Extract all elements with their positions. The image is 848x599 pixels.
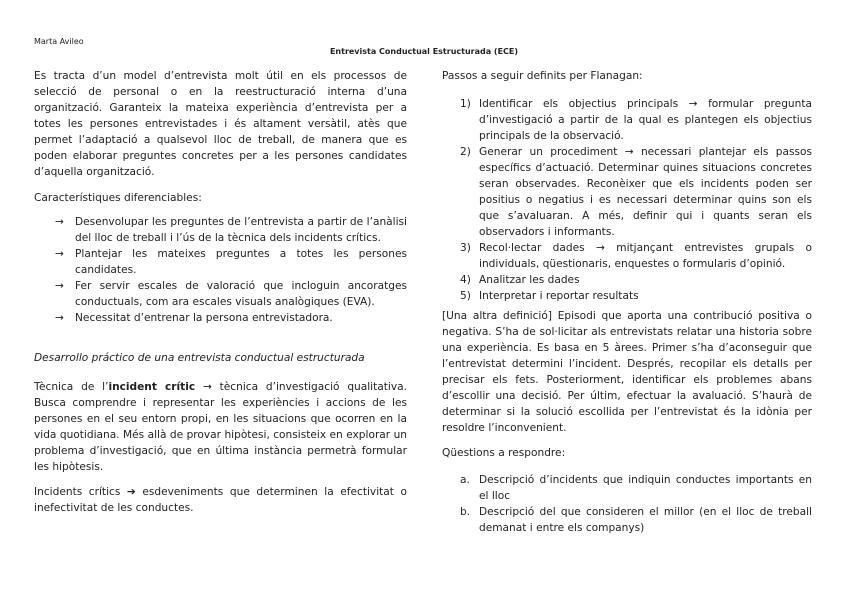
features-list — [34, 214, 407, 326]
technique-text: → tècnica d’investigació qualitativa. Busca comprendre i representar les experiències i accions de les persones en el seu entorn propi, en les situacions que ocorren en la vida quotidiana. Més allà de provar hipòtesi, consisteix en explorar un problema d’investigació, que en última instància permetrà formular les hipòtesis. — [34, 381, 408, 473]
list-item — [34, 246, 407, 278]
steps-list — [442, 96, 812, 304]
list-item — [34, 278, 407, 310]
list-item-text: Desenvolupar les preguntes de l’entrevista a partir de l’anàlisi del lloc de treball i l’ús de la tècnica dels incidents crítics. — [75, 216, 407, 244]
list-number: 4) — [460, 274, 471, 286]
arrow-icon: → — [55, 248, 64, 260]
intro-paragraph: Es tracta d’un model d’entrevista molt útil en els processos de selecció de personal o en la reestructuració interna d’una organització. Garanteix la mateixa experiència d’entrevista per a totes les persones entrevistades i és altament versàtil, atès que permet l’adaptació a qualsevol lloc de treball, de manera que es poden elaborar preguntes concretes per a les persones candidates d’aquella organització. — [34, 70, 407, 178]
list-item-text: Necessitat d’entrenar la persona entrevistadora. — [75, 312, 333, 324]
questions-list — [442, 472, 812, 536]
list-number: 1) — [460, 98, 471, 110]
technique-prefix: Tècnica de l’ — [34, 381, 109, 393]
subheading-text: Desarrollo práctico de una entrevista conductual estructurada — [34, 352, 365, 364]
list-item — [442, 272, 812, 288]
list-item — [442, 288, 812, 304]
subheading — [34, 350, 407, 366]
list-item-text: Descripció d’incidents que indiquin conductes importants en el lloc — [479, 474, 812, 502]
list-item — [442, 240, 812, 272]
list-item-text: Recol·lectar dades → mitjançant entrevistes grupals o individuals, qüestionaris, enquestes o formularis d’opinió. — [479, 242, 812, 270]
list-item — [442, 472, 812, 504]
incidents-paragraph: Incidents crítics ➔ esdeveniments que determinen la efectivitat o inefectivitat de les conductes. — [34, 486, 407, 514]
list-item — [442, 504, 812, 536]
list-letter: b. — [460, 506, 471, 518]
author-name: Marta Avileo — [34, 37, 84, 46]
list-item — [34, 214, 407, 246]
list-item-text: Analitzar les dades — [479, 274, 580, 286]
list-item — [442, 96, 812, 144]
list-item-text: Descripció del que consideren el millor (en el lloc de treball demanat i entre els companys) — [479, 506, 812, 534]
list-item-text: Interpretar i reportar resultats — [479, 290, 639, 302]
definition-paragraph: [Una altra definició] Episodi que aporta una contribució positiva o negativa. S’ha de sol·licitar als entrevistats relatar una historia sobre una experiència. Es basa en 5 àrees. Primer s’ha d’aconseguir que l’entrevistat determini l’incident. Després, recopilar els detalls per precisar els fets. Posteriorment, identificar els problemes abans d’escollir una decisió. Per últim, efectuar la avaluació. S’haurà de determinar si la solució escollida per l’entrevistat és la idònia per resoldre l’inconvenient. — [442, 310, 812, 434]
questions-heading: Qüestions a respondre: — [442, 447, 566, 459]
technique-paragraph — [34, 379, 407, 475]
document-title: Entrevista Conductual Estructurada (ECE) — [329, 47, 519, 56]
list-letter: a. — [460, 474, 470, 486]
arrow-icon: → — [55, 280, 64, 292]
list-item-text: Identificar els objectius principals → formular pregunta d’investigació a partir de la qual es plantegen els objectius principals de la observació. — [479, 98, 812, 142]
arrow-icon: → — [55, 312, 64, 324]
list-item — [442, 144, 812, 240]
features-heading: Característiques diferenciables: — [34, 192, 202, 204]
list-item — [34, 310, 407, 326]
list-number: 5) — [460, 290, 471, 302]
steps-heading: Passos a seguir definits per Flanagan: — [442, 70, 643, 82]
list-item-text: Generar un procediment → necessari plantejar els passos específics d’actuació. Determinar quines situacions concretes seran observades. Reconèixer que els incidents poden ser positius o negatius i es necessari determinar quins son els que s’avaluaran. A més, definir qui i quants seran els observadors i informants. — [479, 146, 812, 238]
list-number: 2) — [460, 146, 471, 158]
technique-term: incident crític — [108, 381, 196, 393]
list-item-text: Plantejar les mateixes preguntes a totes les persones candidates. — [75, 248, 407, 276]
list-number: 3) — [460, 242, 471, 254]
arrow-icon: → — [55, 216, 64, 228]
list-item-text: Fer servir escales de valoració que incloguin ancoratges conductuals, com ara escales visuals analògiques (EVA). — [75, 280, 407, 308]
